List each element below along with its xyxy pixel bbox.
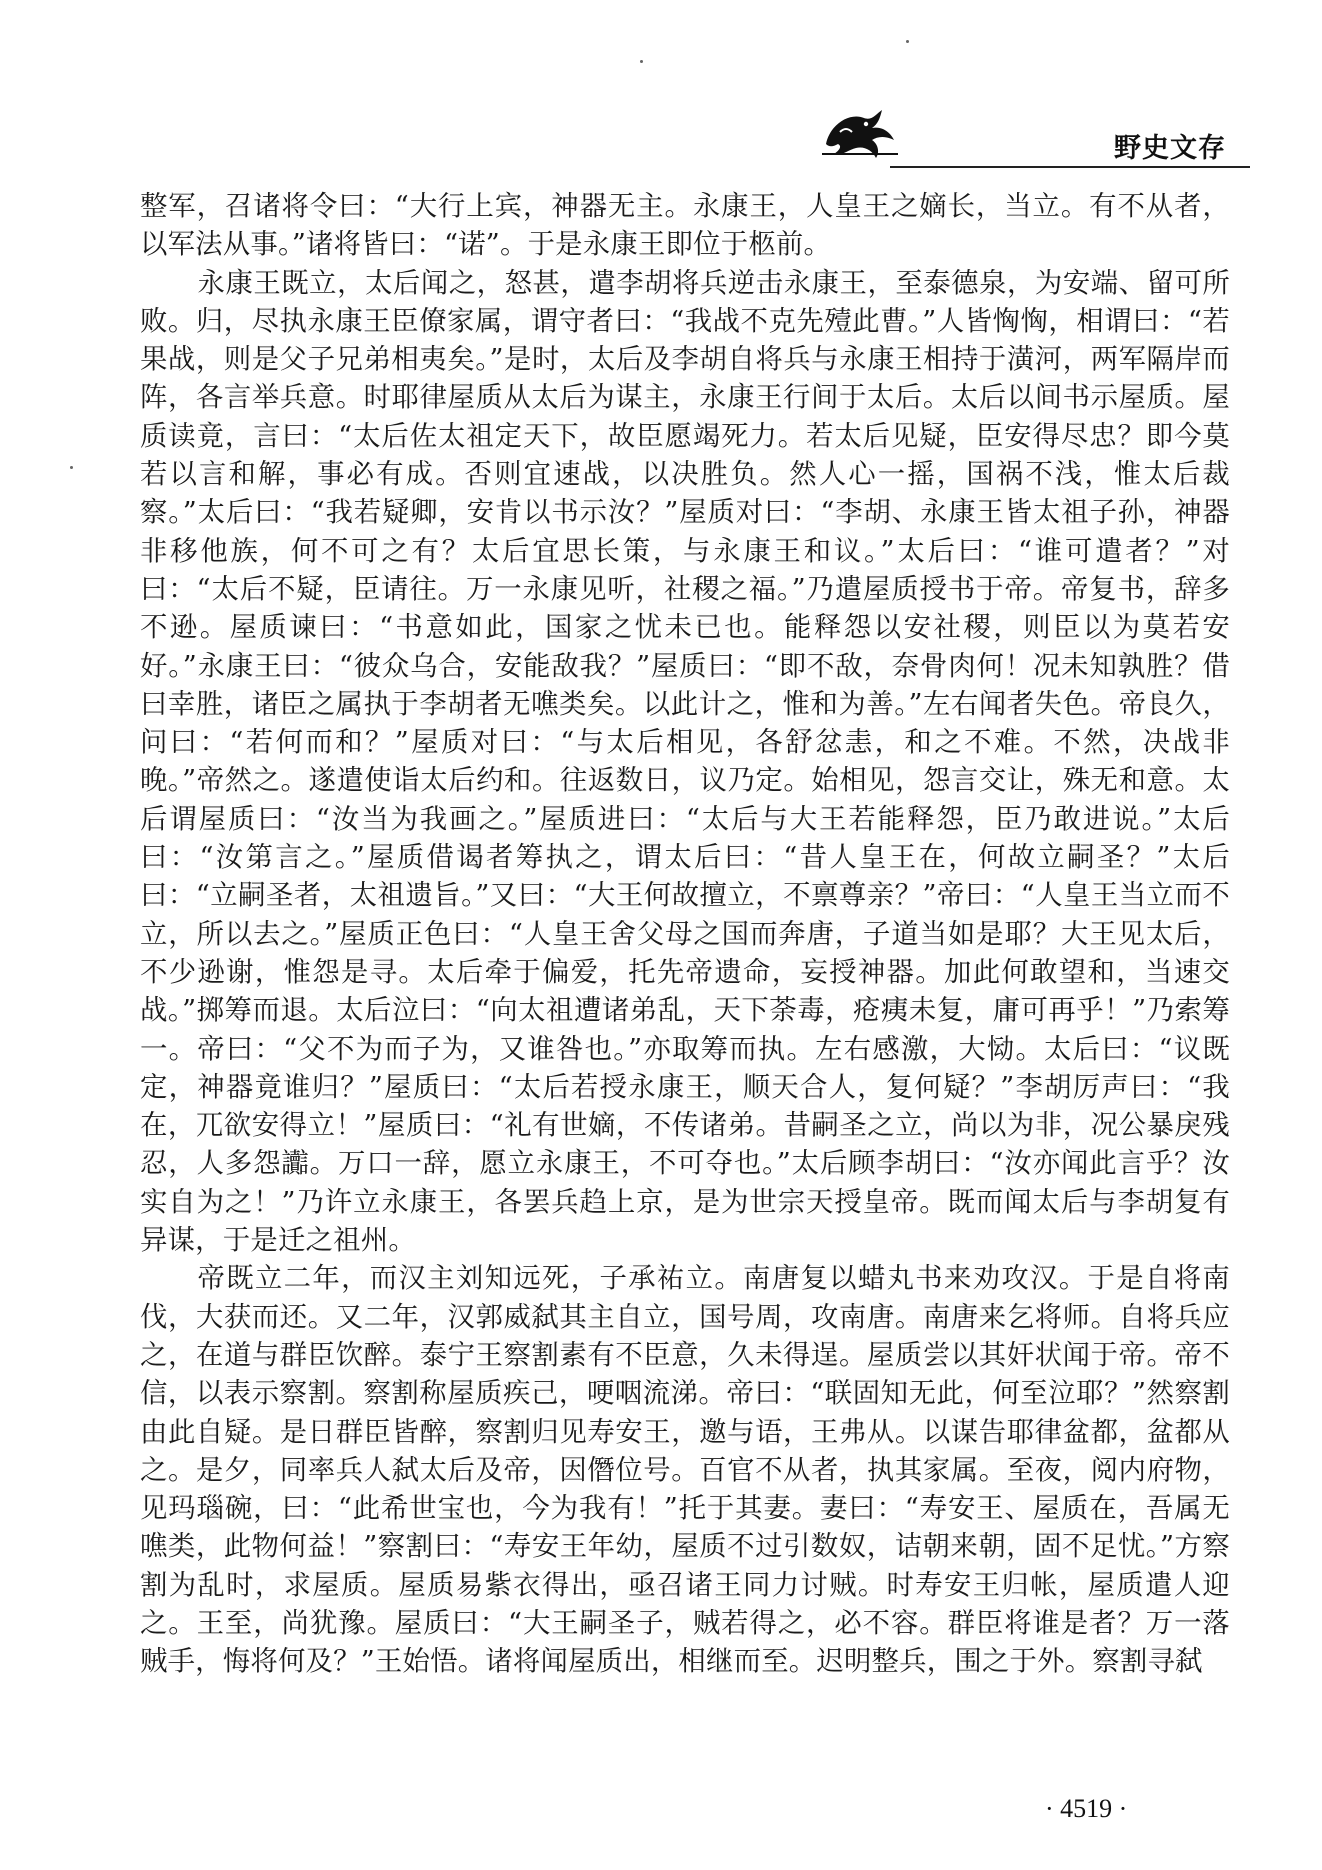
main-text bbox=[140, 188, 1230, 1682]
dragon-emblem-icon bbox=[820, 104, 900, 162]
paragraph-2: 永康王既立，太后闻之，怒甚，遣李胡将兵逆击永康王，至泰德泉，为安端、留可所败。归，尽执永康王臣僚家属，谓守者曰：“我战不克先殪此曹。”人皆恟恟，相谓曰：“若果战，则是父子兄弟相夷矣。”是时，太后及李胡自将兵与永康王相持于潢河，两军隔岸而阵，各言举兵意。时耶律屋质从太后为谋主，永康王行间于太后。太后以间书示屋质。屋质读竟，言曰：“太后佐太祖定天下，故臣愿竭死力。若太后见疑，臣安得尽忠？即今莫若以言和解，事必有成。否则宜速战，以决胜负。然人心一摇，国祸不浅，惟太后裁察。”太后曰：“我若疑卿，安肯以书示汝？”屋质对曰：“李胡、永康王皆太祖子孙，神器非移他族，何不可之有？太后宜思长策，与永康王和议。”太后曰：“谁可遣者？”对曰：“太后不疑，臣请往。万一永康见听，社稷之福。”乃遣屋质授书于帝。帝复书，辞多不逊。屋质谏曰：“书意如此，国家之忧未已也。能释怨以安社稷，则臣以为莫若安好。”永康王曰：“彼众乌合，安能敌我？”屋质曰：“即不敌，奈骨肉何！况未知孰胜？借曰幸胜，诸臣之属执于李胡者无噍类矣。以此计之，惟和为善。”左右闻者失色。帝良久，问曰：“若何而和？”屋质对曰：“与太后相见，各舒忿恚，和之不难。不然，决战非晚。”帝然之。遂遣使诣太后约和。往返数日，议乃定。始相见，怨言交让，殊无和意。太后谓屋质曰：“汝当为我画之。”屋质进曰：“太后与大王若能释怨，臣乃敢进说。”太后曰：“汝第言之。”屋质借谒者筹执之，谓太后曰：“昔人皇王在，何故立嗣圣？”太后曰：“立嗣圣者，太祖遗旨。”又曰：“大王何故擅立，不禀尊亲？”帝曰：“人皇王当立而不立，所以去之。”屋质正色曰：“人皇王舍父母之国而奔唐，子道当如是耶？大王见太后，不少逊谢，惟怨是寻。太后牵于偏爱，托先帝遗命，妄授神器。加此何敢望和，当速交战。”掷筹而退。太后泣曰：“向太祖遭诸弟乱，天下荼毒，疮痍未复，庸可再乎！”乃索筹一。帝曰：“父不为而子为，又谁咎也。”亦取筹而执。左右感激，大恸。太后曰：“议既定，神器竟谁归？”屋质曰：“太后若授永康王，顺天合人，复何疑？”李胡厉声曰：“我在，兀欲安得立！”屋质曰：“礼有世嫡，不传诸弟。昔嗣圣之立，尚以为非，况公暴戾残忍，人多怨讟。万口一辞，愿立永康王，不可夺也。”太后顾李胡曰：“汝亦闻此言乎？汝实自为之！”乃许立永康王，各罢兵趋上京，是为世宗天授皇帝。既而闻太后与李胡复有异谋，于是迁之祖州。 bbox=[140, 267, 1230, 1257]
paragraph-3: 帝既立二年，而汉主刘知远死，子承祐立。南唐复以蜡丸书来劝攻汉。于是自将南伐，大获而还。又二年，汉郭威弑其主自立，国号周，攻南唐。南唐来乞将师。自将兵应之，在道与群臣饮醉。泰宁王察割素有不臣意，久未得逞。屋质尝以其奸状闻于帝。帝不信，以表示察割。察割称屋质疾己，哽咽流涕。帝曰：“联固知无此，何至泣耶？”然察割由此自疑。是日群臣皆醉，察割归见寿安王，邀与语，王弗从。以谋告耶律盆都，盆都从之。是夕，同率兵人弑太后及帝，因僭位号。百官不从者，执其家属。至夜，阅内府物，见玛瑙碗，曰：“此希世宝也，今为我有！”托于其妻。妻曰：“寿安王、屋质在，吾属无噍类，此物何益！”察割曰：“寿安王年幼，屋质不过引数奴，诘朝来朝，固不足忧。”方察割为乱时，求屋质。屋质易紫衣得出，亟召诸王同力讨贼。时寿安王归帐，屋质遣人迎之。王至，尚犹豫。屋质曰：“大王嗣圣子，贼若得之，必不容。群臣将谁是者？万一落贼手，悔将何及？”王始悟。诸将闻屋质出，相继而至。迟明整兵，围之于外。察割寻弑 bbox=[140, 1263, 1230, 1678]
running-header-title: 野史文存 bbox=[1114, 133, 1226, 164]
scan-speck bbox=[70, 466, 73, 469]
header-divider bbox=[890, 166, 1250, 168]
scan-speck bbox=[640, 60, 643, 63]
running-header bbox=[820, 100, 1240, 170]
scan-speck bbox=[906, 40, 909, 43]
paragraph-1: 整军，召诸将令曰：“大行上宾，神器无主。永康王，人皇王之嫡长，当立。有不从者，以军法从事。”诸将皆曰：“诺”。于是永康王即位于柩前。 bbox=[140, 191, 1230, 261]
page-number: · 4519 · bbox=[1045, 1794, 1128, 1823]
